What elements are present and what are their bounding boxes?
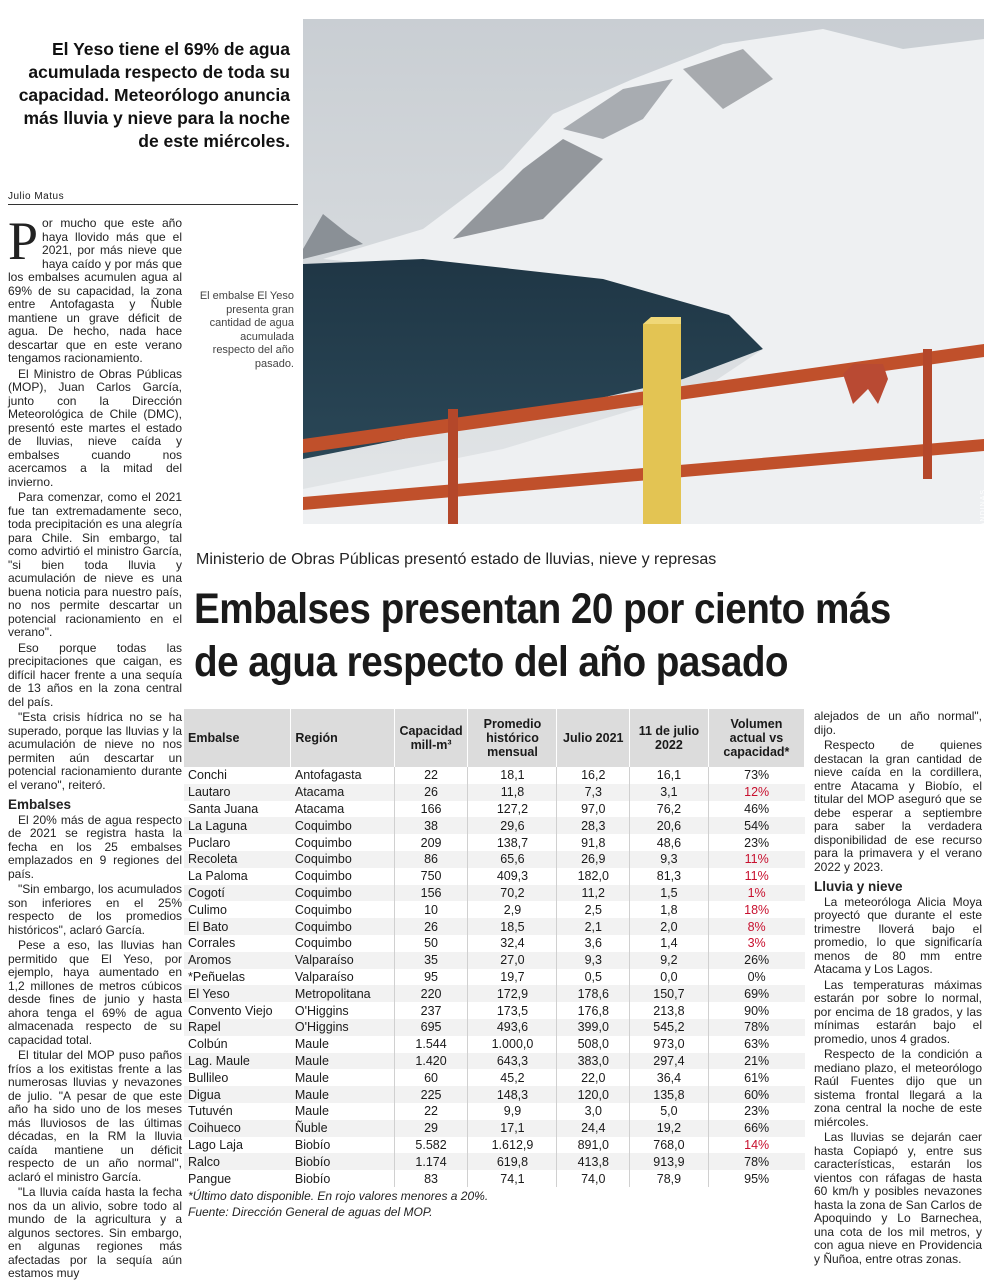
cell-promedio: 11,8: [468, 784, 557, 801]
kicker: Ministerio de Obras Públicas presentó estado de lluvias, nieve y represas: [196, 551, 717, 568]
cell-julio-2022: 5,0: [630, 1103, 709, 1120]
byline: Julio Matus: [8, 191, 298, 205]
paragraph: alejados de un año normal", dijo.: [814, 709, 982, 737]
table-source: Fuente: Dirección General de aguas del MOP.: [188, 1205, 433, 1219]
cell-volumen: 11%: [708, 868, 804, 885]
cell-embalse: Pangue: [184, 1170, 291, 1187]
cell-embalse: Ralco: [184, 1153, 291, 1170]
table-row: [184, 784, 805, 801]
cell-julio-2022: 76,2: [630, 801, 709, 818]
header-julio-2021: Julio 2021: [557, 709, 630, 767]
cell-volumen: 60%: [708, 1086, 804, 1103]
cell-promedio: 619,8: [468, 1153, 557, 1170]
cell-promedio: 172,9: [468, 985, 557, 1002]
cell-volumen: 12%: [708, 784, 804, 801]
table-row: [184, 1036, 805, 1053]
cell-region: Metropolitana: [291, 985, 394, 1002]
cell-julio-2021: 3,6: [557, 935, 630, 952]
cell-embalse: Colbún: [184, 1036, 291, 1053]
cell-capacidad: 220: [394, 985, 468, 1002]
cell-volumen: 23%: [708, 1103, 804, 1120]
cell-volumen: 21%: [708, 1053, 804, 1070]
paragraph: Por mucho que este año haya llovido más que el 2021, por más nieve que haya caído y por más que los embalses acumulen agua al 69% de su capacidad, la zona entre Antofagasta y Ñuble mantiene un grave déficit de agua. De hecho, nada hace descartar que en este verano tengamos racionamiento.: [8, 211, 182, 365]
cell-julio-2021: 178,6: [557, 985, 630, 1002]
cell-embalse: Tutuvén: [184, 1103, 291, 1120]
cell-embalse: Puclaro: [184, 834, 291, 851]
paragraph: Las temperaturas máximas estarán por sobre lo normal, por encima de 18 grados, y las mínimas estarán bajo el promedio, unos 4 grados.: [814, 977, 982, 1046]
subhead-lluvia-y-nieve: Lluvia y nieve: [814, 879, 903, 894]
cell-embalse: El Bato: [184, 918, 291, 935]
cell-julio-2021: 22,0: [557, 1069, 630, 1086]
cell-embalse: Lag. Maule: [184, 1053, 291, 1070]
header-promedio: Promedio histórico mensual: [468, 709, 557, 767]
cell-region: Valparaíso: [291, 952, 394, 969]
cell-region: Maule: [291, 1103, 394, 1120]
table-row: [184, 834, 805, 851]
cell-region: Coquimbo: [291, 901, 394, 918]
cell-region: Coquimbo: [291, 834, 394, 851]
cell-promedio: 409,3: [468, 868, 557, 885]
cell-promedio: 45,2: [468, 1069, 557, 1086]
table-row: [184, 868, 805, 885]
cell-julio-2022: 9,2: [630, 952, 709, 969]
paragraph: "Esta crisis hídrica no se ha superado, porque las lluvias y la acumulación de nieve no nos permiten aún descartar un potencial racionamiento durante el verano", reiteró.: [8, 710, 182, 792]
cell-julio-2021: 383,0: [557, 1053, 630, 1070]
cell-region: Coquimbo: [291, 885, 394, 902]
cell-julio-2022: 545,2: [630, 1019, 709, 1036]
cell-volumen: 11%: [708, 851, 804, 868]
paragraph: La meteoróloga Alicia Moya proyectó que durante el este trimestre lloverá bajo el promedio, lo que significaría menos de 80 mm entre Atacama y Los Lagos.: [814, 894, 982, 976]
header-embalse: Embalse: [184, 709, 291, 767]
table-row: [184, 801, 805, 818]
cell-capacidad: 29: [394, 1120, 468, 1137]
table-row: [184, 851, 805, 868]
subhead-embalses: Embalses: [8, 797, 72, 812]
table-row: [184, 1019, 805, 1036]
cell-region: Coquimbo: [291, 868, 394, 885]
cell-promedio: 643,3: [468, 1053, 557, 1070]
cell-julio-2021: 176,8: [557, 1002, 630, 1019]
cell-volumen: 73%: [708, 767, 804, 784]
cell-region: Maule: [291, 1086, 394, 1103]
cell-julio-2021: 97,0: [557, 801, 630, 818]
table-row: [184, 1103, 805, 1120]
right-column: [814, 710, 982, 1268]
cell-embalse: La Laguna: [184, 817, 291, 834]
cell-embalse: Lautaro: [184, 784, 291, 801]
table-row: [184, 985, 805, 1002]
cell-capacidad: 209: [394, 834, 468, 851]
cell-julio-2021: 26,9: [557, 851, 630, 868]
cell-volumen: 14%: [708, 1137, 804, 1154]
cell-julio-2021: 11,2: [557, 885, 630, 902]
cell-julio-2022: 135,8: [630, 1086, 709, 1103]
cell-julio-2022: 1,4: [630, 935, 709, 952]
cell-julio-2022: 19,2: [630, 1120, 709, 1137]
cell-julio-2022: 48,6: [630, 834, 709, 851]
table-row: [184, 885, 805, 902]
cell-embalse: *Peñuelas: [184, 969, 291, 986]
cell-volumen: 26%: [708, 952, 804, 969]
cell-capacidad: 5.582: [394, 1137, 468, 1154]
cell-embalse: Conchi: [184, 767, 291, 784]
table-notes: [188, 1188, 808, 1220]
cell-region: Maule: [291, 1069, 394, 1086]
cell-julio-2021: 2,5: [557, 901, 630, 918]
cell-capacidad: 26: [394, 784, 468, 801]
cell-capacidad: 35: [394, 952, 468, 969]
cell-volumen: 18%: [708, 901, 804, 918]
table-row: [184, 1137, 805, 1154]
cell-capacidad: 750: [394, 868, 468, 885]
cell-embalse: La Paloma: [184, 868, 291, 885]
cell-embalse: Digua: [184, 1086, 291, 1103]
cell-embalse: Rapel: [184, 1019, 291, 1036]
table-row: [184, 817, 805, 834]
cell-region: Maule: [291, 1036, 394, 1053]
table-row: [184, 767, 805, 784]
cell-volumen: 90%: [708, 1002, 804, 1019]
cell-region: Biobío: [291, 1153, 394, 1170]
paragraph: Respecto de la condición a mediano plazo, el meteorólogo Raúl Fuentes dijo que un sistema frontal llegará a la zona central la noche de este miércoles.: [814, 1047, 982, 1129]
paragraph: Respecto de quienes destacan la gran cantidad de nieve caída en la cordillera, entre Atacama y Biobío, el titular del MOP aseguró que se debe esperar a septiembre para saber la verdadera disponibilidad de ese recurso para la primavera y el verano 2022 y 2023.: [814, 738, 982, 874]
cell-julio-2021: 891,0: [557, 1137, 630, 1154]
cell-julio-2022: 78,9: [630, 1170, 709, 1187]
cell-capacidad: 1.420: [394, 1053, 468, 1070]
cell-capacidad: 10: [394, 901, 468, 918]
cell-capacidad: 50: [394, 935, 468, 952]
cell-julio-2022: 0,0: [630, 969, 709, 986]
photo-credit: AGUAS ANDINAS: [980, 489, 987, 560]
cell-volumen: 0%: [708, 969, 804, 986]
table-row: [184, 1153, 805, 1170]
cell-region: Valparaíso: [291, 969, 394, 986]
cell-julio-2021: 508,0: [557, 1036, 630, 1053]
cell-region: Coquimbo: [291, 817, 394, 834]
header-capacidad: Capacidad mill-m³: [394, 709, 468, 767]
cell-volumen: 95%: [708, 1170, 804, 1187]
cell-promedio: 9,9: [468, 1103, 557, 1120]
cell-region: Ñuble: [291, 1120, 394, 1137]
cell-embalse: Cogotí: [184, 885, 291, 902]
cell-volumen: 1%: [708, 885, 804, 902]
cell-volumen: 46%: [708, 801, 804, 818]
cell-promedio: 19,7: [468, 969, 557, 986]
cell-embalse: Recoleta: [184, 851, 291, 868]
cell-promedio: 493,6: [468, 1019, 557, 1036]
cell-promedio: 27,0: [468, 952, 557, 969]
cell-capacidad: 95: [394, 969, 468, 986]
cell-capacidad: 38: [394, 817, 468, 834]
cell-promedio: 29,6: [468, 817, 557, 834]
table-row: [184, 969, 805, 986]
reservoir-photo-illustration: [303, 19, 984, 524]
cell-volumen: 3%: [708, 935, 804, 952]
cell-julio-2021: 24,4: [557, 1120, 630, 1137]
paragraph: "Sin embargo, los acumulados son inferiores en el 25% respecto de los promedios históricos", aclaró García.: [8, 882, 182, 937]
cell-julio-2021: 91,8: [557, 834, 630, 851]
cell-capacidad: 60: [394, 1069, 468, 1086]
cell-julio-2021: 120,0: [557, 1086, 630, 1103]
paragraph: Pese a eso, las lluvias han permitido que El Yeso, por ejemplo, haya aumentado en 1,2 millones de metros cúbicos desde fines de junio y hasta ahora tenga el 69% de agua almacenada respecto de su capacidad total.: [8, 938, 182, 1047]
cell-embalse: Corrales: [184, 935, 291, 952]
cell-capacidad: 22: [394, 1103, 468, 1120]
cell-promedio: 1.000,0: [468, 1036, 557, 1053]
cell-embalse: Bullileo: [184, 1069, 291, 1086]
headline: Embalses presentan 20 por ciento más de agua respecto del año pasado: [194, 585, 891, 686]
cell-julio-2022: 3,1: [630, 784, 709, 801]
cell-region: Biobío: [291, 1137, 394, 1154]
cell-promedio: 18,1: [468, 767, 557, 784]
cell-promedio: 138,7: [468, 834, 557, 851]
cell-promedio: 18,5: [468, 918, 557, 935]
table-row: [184, 1002, 805, 1019]
cell-volumen: 78%: [708, 1019, 804, 1036]
cell-embalse: Santa Juana: [184, 801, 291, 818]
cell-julio-2022: 150,7: [630, 985, 709, 1002]
cell-volumen: 66%: [708, 1120, 804, 1137]
cell-capacidad: 83: [394, 1170, 468, 1187]
cell-capacidad: 86: [394, 851, 468, 868]
cell-julio-2022: 213,8: [630, 1002, 709, 1019]
cell-julio-2022: 16,1: [630, 767, 709, 784]
table-row: [184, 952, 805, 969]
paragraph: Las lluvias se dejarán caer hasta Copiapó y, entre sus características, estarán los vientos con ráfagas de hasta 60 km/h y posibles nevazones hasta la zona de San Carlos de Apoquindo y Lo Barnechea, una cota de los mil metros, y con agua nieve en Providencia y Ñuñoa, entre otras zonas.: [814, 1130, 982, 1266]
cell-region: Atacama: [291, 784, 394, 801]
cell-julio-2022: 36,4: [630, 1069, 709, 1086]
cell-julio-2021: 2,1: [557, 918, 630, 935]
cell-region: Antofagasta: [291, 767, 394, 784]
cell-julio-2021: 399,0: [557, 1019, 630, 1036]
cell-julio-2021: 7,3: [557, 784, 630, 801]
cell-julio-2022: 9,3: [630, 851, 709, 868]
cell-promedio: 17,1: [468, 1120, 557, 1137]
table-footnote: *Último dato disponible. En rojo valores menores a 20%.: [188, 1189, 489, 1203]
cell-region: Biobío: [291, 1170, 394, 1187]
reservoir-photo: [303, 19, 987, 560]
cell-embalse: Culimo: [184, 901, 291, 918]
paragraph: El Ministro de Obras Públicas (MOP), Juan Carlos García, junto con la Dirección Meteorológica de Chile (DMC), presentó este martes el estado de lluvias, nieve caída y embalses cuando nos acercamos a la mitad del invierno.: [8, 366, 182, 489]
cell-julio-2022: 973,0: [630, 1036, 709, 1053]
paragraph: "La lluvia caída hasta la fecha nos da un alivio, sobre todo al mundo de la agricultura y a algunos sectores. Sin embargo, en algunas regiones más afectadas por la sequía aún estamos muy: [8, 1185, 182, 1280]
cell-promedio: 70,2: [468, 885, 557, 902]
dropcap: P: [8, 211, 39, 271]
cell-julio-2022: 913,9: [630, 1153, 709, 1170]
cell-julio-2022: 1,8: [630, 901, 709, 918]
table-row: [184, 918, 805, 935]
cell-promedio: 65,6: [468, 851, 557, 868]
cell-embalse: El Yeso: [184, 985, 291, 1002]
cell-capacidad: 695: [394, 1019, 468, 1036]
cell-julio-2021: 3,0: [557, 1103, 630, 1120]
table-row: [184, 935, 805, 952]
cell-julio-2021: 413,8: [557, 1153, 630, 1170]
cell-region: Atacama: [291, 801, 394, 818]
cell-volumen: 54%: [708, 817, 804, 834]
cell-embalse: Convento Viejo: [184, 1002, 291, 1019]
cell-volumen: 78%: [708, 1153, 804, 1170]
cell-julio-2022: 20,6: [630, 817, 709, 834]
paragraph: El titular del MOP puso paños fríos a los exitistas frente a las numerosas lluvias y nevazones de julio. "A pesar de que este año ha sido uno de los meses más lluviosos de las últimas décadas, en la RM la lluvia caída mantiene un déficit respecto de un año normal", aclaró el ministro García.: [8, 1048, 182, 1184]
table-row: [184, 1120, 805, 1137]
cell-volumen: 61%: [708, 1069, 804, 1086]
paragraph: Eso porque todas las precipitaciones que caigan, es difícil hacer frente a una sequía de 13 años en la zona central del país.: [8, 640, 182, 709]
cell-julio-2022: 2,0: [630, 918, 709, 935]
cell-julio-2021: 28,3: [557, 817, 630, 834]
cell-julio-2022: 1,5: [630, 885, 709, 902]
cell-volumen: 8%: [708, 918, 804, 935]
left-column: [8, 211, 182, 1283]
cell-capacidad: 1.174: [394, 1153, 468, 1170]
cell-promedio: 148,3: [468, 1086, 557, 1103]
cell-embalse: Coihueco: [184, 1120, 291, 1137]
article-deck: El Yeso tiene el 69% de agua acumulada respecto de toda su capacidad. Meteorólogo anuncia más lluvia y nieve para la noche de este miércoles.: [18, 39, 290, 151]
cell-promedio: 127,2: [468, 801, 557, 818]
cell-capacidad: 166: [394, 801, 468, 818]
table-row: [184, 1053, 805, 1070]
cell-volumen: 69%: [708, 985, 804, 1002]
cell-promedio: 1.612,9: [468, 1137, 557, 1154]
cell-promedio: 2,9: [468, 901, 557, 918]
cell-promedio: 32,4: [468, 935, 557, 952]
photo-caption: El embalse El Yeso presenta gran cantidad de agua acumulada respecto del año pasado.: [199, 290, 294, 370]
cell-volumen: 23%: [708, 834, 804, 851]
cell-volumen: 63%: [708, 1036, 804, 1053]
cell-promedio: 173,5: [468, 1002, 557, 1019]
table-row: [184, 1069, 805, 1086]
table-header-row: [184, 709, 805, 767]
header-region: Región: [291, 709, 394, 767]
cell-embalse: Lago Laja: [184, 1137, 291, 1154]
cell-julio-2021: 182,0: [557, 868, 630, 885]
cell-julio-2021: 16,2: [557, 767, 630, 784]
cell-embalse: Aromos: [184, 952, 291, 969]
paragraph: El 20% más de agua respecto de 2021 se registra hasta la fecha en los 25 embalses emplazados en 9 regiones del país.: [8, 812, 182, 881]
cell-julio-2022: 81,3: [630, 868, 709, 885]
cell-region: Coquimbo: [291, 935, 394, 952]
cell-region: O'Higgins: [291, 1002, 394, 1019]
cell-capacidad: 22: [394, 767, 468, 784]
cell-region: Coquimbo: [291, 918, 394, 935]
cell-julio-2021: 74,0: [557, 1170, 630, 1187]
cell-region: Coquimbo: [291, 851, 394, 868]
header-volumen: Volumen actual vs capacidad*: [708, 709, 804, 767]
reservoir-table: [184, 709, 805, 1187]
cell-region: Maule: [291, 1053, 394, 1070]
cell-julio-2021: 9,3: [557, 952, 630, 969]
cell-capacidad: 156: [394, 885, 468, 902]
cell-promedio: 74,1: [468, 1170, 557, 1187]
cell-capacidad: 225: [394, 1086, 468, 1103]
cell-julio-2021: 0,5: [557, 969, 630, 986]
cell-julio-2022: 768,0: [630, 1137, 709, 1154]
cell-capacidad: 237: [394, 1002, 468, 1019]
cell-capacidad: 26: [394, 918, 468, 935]
header-julio-2022: 11 de julio 2022: [630, 709, 709, 767]
table-row: [184, 1086, 805, 1103]
table-row: [184, 1170, 805, 1187]
paragraph: Para comenzar, como el 2021 fue tan extremadamente seco, toda precipitación es una alegría para Chile. Sin embargo, tal como advirtió el ministro García, "si bien toda lluvia y acumulación de nieve es una buena noticia para nuestro país, no nos permite descartar un potencial racionamiento en el verano".: [8, 490, 182, 639]
cell-julio-2022: 297,4: [630, 1053, 709, 1070]
cell-region: O'Higgins: [291, 1019, 394, 1036]
cell-capacidad: 1.544: [394, 1036, 468, 1053]
table-row: [184, 901, 805, 918]
